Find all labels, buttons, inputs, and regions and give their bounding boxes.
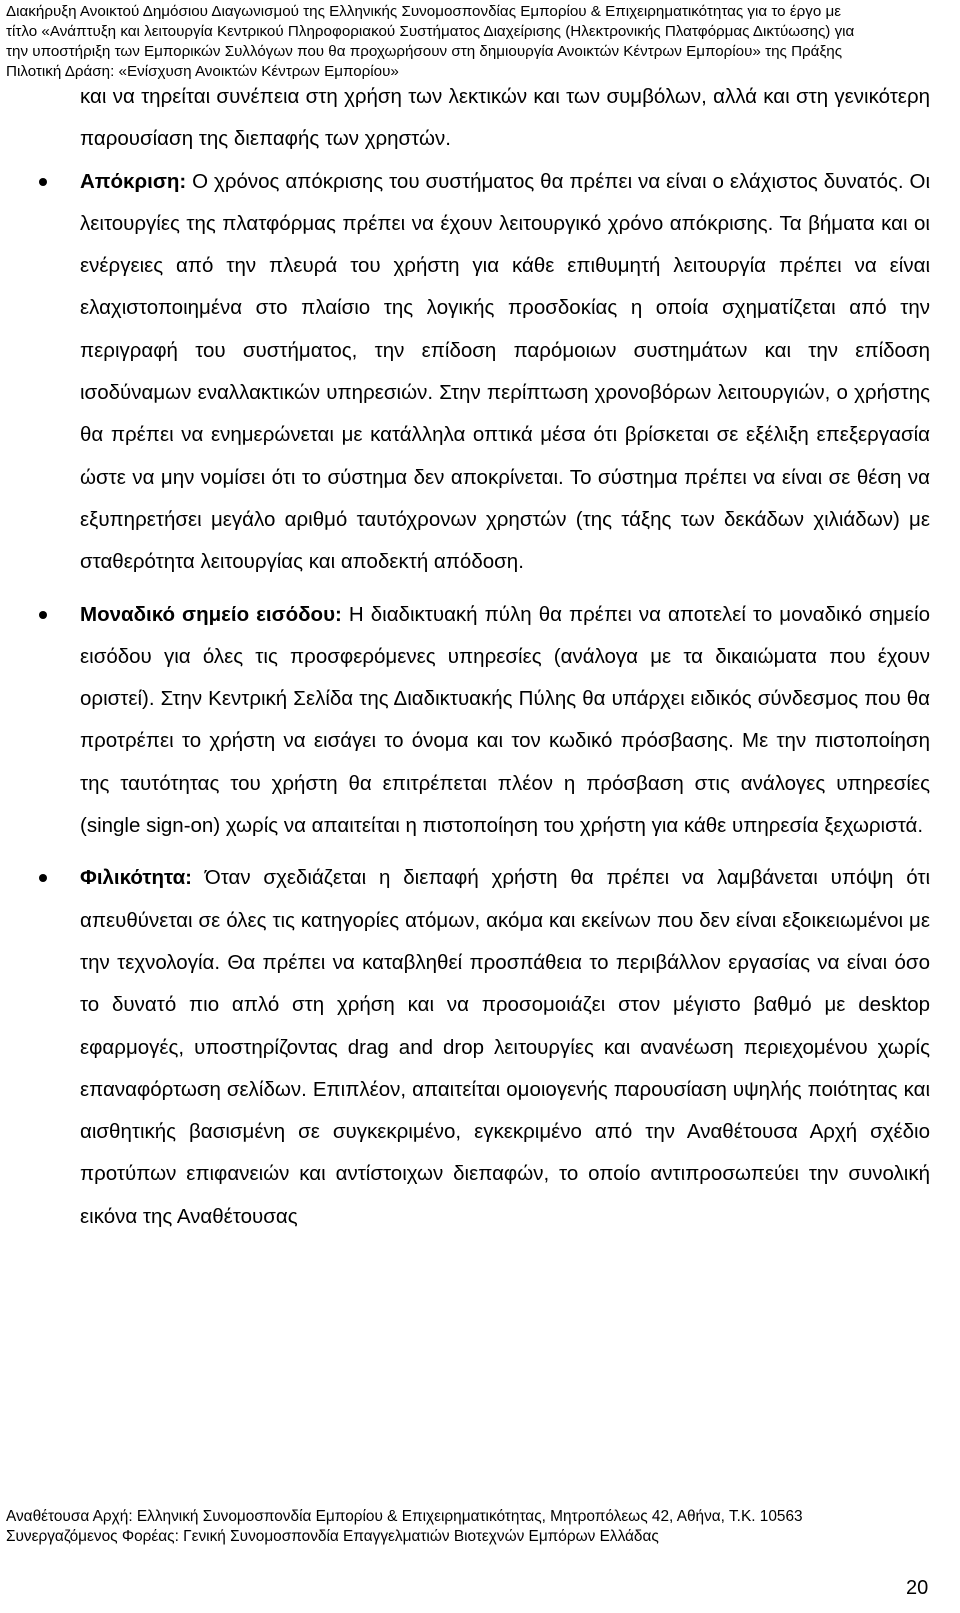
bullet-term: Μοναδικό σημείο εισόδου: (80, 602, 342, 626)
bullet-icon (39, 874, 47, 882)
header-line: την υποστήριξη των Εμπορικών Συλλόγων που θα προχωρήσουν στη δημιουργία Ανοικτών Κέντρων Εμπορίου» της Πράξης (6, 43, 843, 60)
bullet-item-usability (80, 857, 930, 1238)
header-line: τίτλο «Ανάπτυξη και λειτουργία Κεντρικού Πληροφοριακού Συστήματος Διαχείρισης (Ηλεκτρονικής Πλατφόρμας Δικτύωσης) για (6, 23, 855, 40)
bullet-icon (39, 178, 47, 186)
header-line: Πιλοτική Δράση: «Ενίσχυση Ανοικτών Κέντρων Εμπορίου» (6, 63, 399, 80)
footer-line: Αναθέτουσα Αρχή: Ελληνική Συνομοσπονδία Εμπορίου & Επιχειρηματικότητας, Μητροπόλεως 42, Αθήνα, Τ.Κ. 10563 (6, 1508, 803, 1525)
header-line: Διακήρυξη Ανοικτού Δημόσιου Διαγωνισμού της Ελληνικής Συνομοσπονδίας Εμπορίου & Επιχειρηματικότητας για το έργο με (6, 3, 842, 20)
page-number: 20 (906, 1577, 929, 1599)
bullet-term: Απόκριση: (80, 169, 187, 193)
footer-line: Συνεργαζόμενος Φορέας: Γενική Συνομοσπονδία Επαγγελματιών Βιοτεχνών Εμπόρων Ελλάδας (6, 1528, 659, 1545)
document-body (80, 76, 930, 1238)
bullet-text: Ο χρόνος απόκρισης του συστήματος θα πρέπει να είναι ο ελάχιστος δυνατός. Οι λειτουργίες της πλατφόρμας πρέπει να έχουν λειτουργικό χρόνο απόκρισης. Τα βήματα και οι ενέργειες από την πλευρά του χρήστη για κάθε επιθυμητή λειτουργία πρέπει να είναι ελαχιστοποιημένα στο πλαίσιο της λογικής προσδοκίας η οποία σχηματίζεται από την περιγραφή του συστήματος, την επίδοση παρόμοιων συστημάτων και την επίδοση ισοδύναμων εναλλακτικών υπηρεσιών. Στην περίπτωση χρονοβόρων λειτουργιών, ο χρήστης θα πρέπει να ενημερώνεται με κατάλληλα οπτικά μέσα ότι βρίσκεται σε εξέλιξη επεξεργασία ώστε να μην νομίσει ότι το σύστημα δεν αποκρίνεται. Το σύστημα πρέπει να είναι σε θέση να εξυπηρετήσει μεγάλο αριθμό ταυτόχρονων χρηστών (της τάξης των δεκάδων χιλιάδων) με σταθερότητα λειτουργίας και αποδεκτή απόδοση. (80, 169, 930, 574)
bullet-icon (39, 611, 47, 619)
document-header (6, 2, 948, 82)
bullet-text: Όταν σχεδιάζεται η διεπαφή χρήστη θα πρέπει να λαμβάνεται υπόψη ότι απευθύνεται σε όλες τις κατηγορίες ατόμων, ακόμα και εκείνων που δεν είναι εξοικειωμένοι με την τεχνολογία. Θα πρέπει να καταβληθεί προσπάθεια το περιβάλλον εργασίας να είναι όσο το δυνατό πιο απλό στη χρήση και να προσομοιάζει στον μέγιστο βαθμό με desktop εφαρμογές, υποστηρίζοντας drag and drop λειτουργίες και ανανέωση περιεχομένου χωρίς επαναφόρτωση σελίδων. Επιπλέον, απαιτείται ομοιογενής παρουσίαση υψηλής ποιότητας και αισθητικής βασισμένη σε συγκεκριμένο, εγκεκριμένο από την Αναθέτουσα Αρχή σχέδιο προτύπων επιφανειών και αντίστοιχων διεπαφών, το οποίο αντιπροσωπεύει την συνολική εικόνα της Αναθέτουσας (80, 866, 930, 1228)
bullet-item-single-entry (80, 594, 930, 848)
document-footer (6, 1507, 906, 1547)
continuation-paragraph: και να τηρείται συνέπεια στη χρήση των λεκτικών και των συμβόλων, αλλά και στη γενικότερη παρουσίαση της διεπαφής των χρηστών. (80, 85, 930, 151)
bullet-term: Φιλικότητα: (80, 866, 192, 890)
bullet-text: Η διαδικτυακή πύλη θα πρέπει να αποτελεί το μοναδικό σημείο εισόδου για όλες τις προσφερόμενες υπηρεσίες (ανάλογα με τα δικαιώματα που έχουν οριστεί). Στην Κεντρική Σελίδα της Διαδικτυακής Πύλης θα υπάρχει ειδικός σύνδεσμος που θα προτρέπει το χρήστη να εισάγει το όνομα και τον κωδικό πρόσβασης. Με την πιστοποίηση της ταυτότητας του χρήστη θα επιτρέπεται πλέον η πρόσβαση στις ανάλογες υπηρεσίες (single sign-on) χωρίς να απαιτείται η πιστοποίηση του χρήστη για κάθε υπηρεσία ξεχωριστά. (80, 602, 930, 838)
bullet-item-response (80, 161, 930, 584)
